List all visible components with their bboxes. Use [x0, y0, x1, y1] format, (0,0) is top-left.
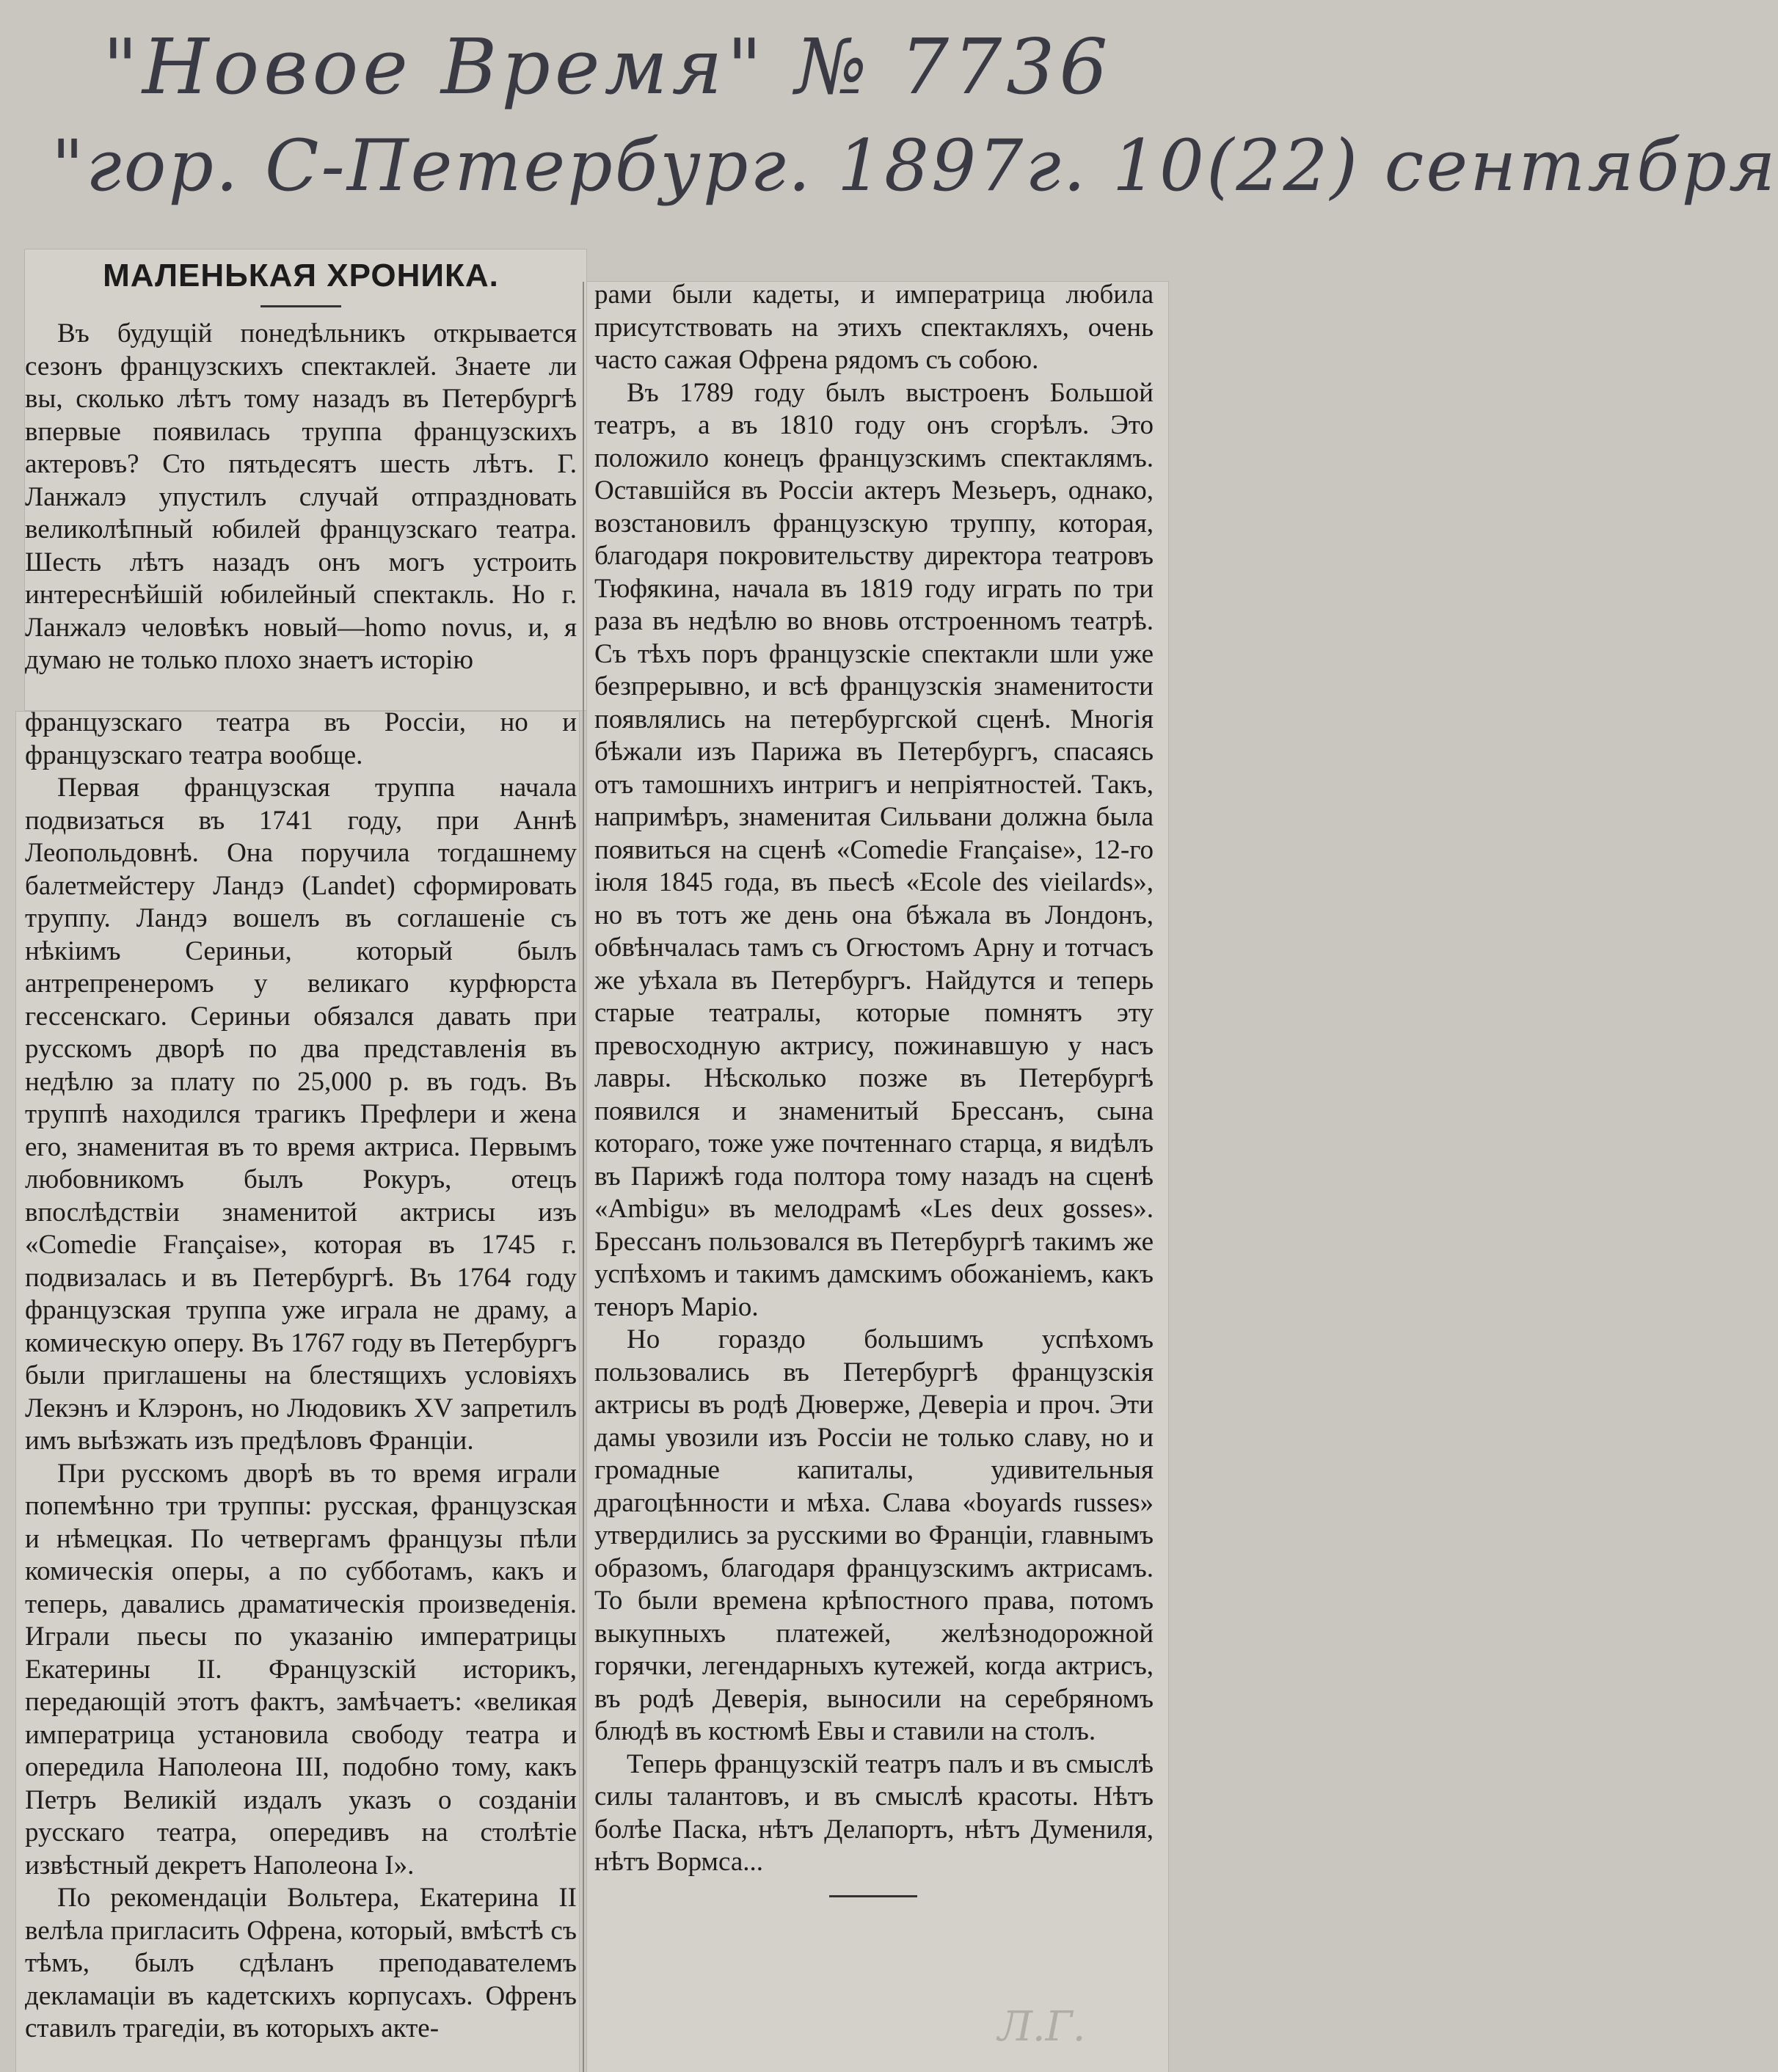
article-column-left-top [25, 249, 577, 677]
paragraph: При русскомъ дворѣ въ то время играли попемѣнно три труппы: русская, французская и нѣмецкая. По четвергамъ французы пѣли комическія оперы, а по субботамъ, какъ и теперь, давались драматическія произведенія. Играли пьесы по указанію императрицы Екатерины II. Французскій историкъ, передающій этотъ фактъ, замѣчаетъ: «великая императрица установила свободу театра и опередила Наполеона III, подобно тому, какъ Петръ Великій издалъ указъ о созданіи русскаго театра, опередивъ на столѣтіе извѣстный декретъ Наполеона I». [25, 1458, 577, 1881]
author-initials: Л.Г. [998, 2003, 1086, 2051]
paragraph: Теперь французскій театръ палъ и въ смыслѣ силы талантовъ, и въ смыслѣ красоты. Нѣтъ болѣе Паска, нѣтъ Делапортъ, нѣтъ Думениля, нѣтъ Вормса... [594, 1748, 1154, 1877]
paragraph: французскаго театра въ Россіи, но и французскаго театра вообще. [25, 707, 577, 770]
paragraph: По рекомендаціи Вольтера, Екатерина II велѣла пригласить Офрена, который, вмѣстѣ съ тѣмъ, былъ сдѣланъ преподавателемъ декламаціи въ кадетскихъ корпусахъ. Офренъ ставилъ трагедіи, въ которыхъ акте- [25, 1883, 577, 2043]
handwritten-date-line: "гор. С-Петербург. 1897г. 10(22) сентября [51, 125, 1778, 207]
article-column-left-bottom [25, 707, 577, 2046]
handwritten-source-line: "Новое Время" № 7736 [103, 22, 1112, 112]
paragraph: рами были кадеты, и императрица любила присутствовать на этихъ спектакляхъ, очень часто сажая Офрена рядомъ съ собою. [594, 280, 1154, 375]
heading-rule [260, 305, 341, 307]
paragraph: Первая французская труппа начала подвизаться въ 1741 году, при Аннѣ Леопольдовнѣ. Она поручила тогдашнему балетмейстеру Ландэ (Landet) сформировать труппу. Ландэ вошелъ въ соглашеніе съ нѣкіимъ Сериньи, который былъ антрепренеромъ у великаго курфюрста гессенскаго. Сериньи обязался давать при русскомъ дворѣ по два представленія въ недѣлю за плату по 25,000 р. въ годъ. Въ труппѣ находился трагикъ Префлери и жена его, знаменитая въ то время актриса. Первымъ любовникомъ былъ Рокуръ, отецъ впослѣдствіи знаменитой актрисы изъ «Comedie Française», которая въ 1745 г. подвизалась и въ Петербургѣ. Въ 1764 году французская труппа уже играла не драму, а комическую оперу. Въ 1767 году въ Петербургъ были приглашены на блестящихъ условіяхъ Лекэнъ и Клэронъ, но Людовикъ XV запретилъ имъ выѣзжать изъ предѣловъ Франціи. [25, 773, 577, 1456]
paragraph: Въ 1789 году былъ выстроенъ Большой театръ, а въ 1810 году онъ сгорѣлъ. Это положило конецъ французскимъ спектаклямъ. Оставшійся въ Россіи актеръ Мезьеръ, однако, возстановилъ французскую труппу, которая, благодаря покровительству директора театровъ Тюфякина, начала въ 1819 году играть по три раза въ недѣлю во вновь отстроенномъ театрѣ. Съ тѣхъ поръ французскіе спектакли шли уже безпрерывно, и всѣ французскія знаменитости появлялись на петербургской сценѣ. Многія бѣжали изъ Парижа въ Петербургъ, спасаясь отъ тамошнихъ интригъ и непріятностей. Такъ, напримѣръ, знаменитая Сильвани должна была появиться на сценѣ «Comedie Française», 12-го іюля 1845 года, въ пьесѣ «Ecole des vieilards», но въ тотъ же день она бѣжала въ Лондонъ, обвѣнчалась тамъ съ Огюстомъ Арну и тотчасъ же уѣхала въ Петербургъ. Найдутся и теперь старые театралы, которые помнятъ эту превосходную актрису, пожинавшую у насъ лавры. Нѣсколько позже въ Петербургѣ появился и знаменитый Брессанъ, сына котораго, тоже уже почтеннаго старца, я видѣлъ въ Парижѣ года полтора тому назадъ на сценѣ «Ambigu» въ мелодрамѣ «Les deux gosses». Брессанъ пользовался въ Петербургѣ такимъ же успѣхомъ и такимъ дамскимъ обожаніемъ, какъ теноръ Маріо. [594, 377, 1154, 1322]
paragraph: Но гораздо большимъ успѣхомъ пользовались въ Петербургѣ французскія актрисы въ родѣ Дюверже, Деверіа и проч. Эти дамы увозили изъ Россіи не только славу, но и громадные капиталы, удивительныя драгоцѣнности и мѣха. Слава «boyards russes» утвердились за русскими во Франціи, главнымъ образомъ, благодаря французскимъ актрисамъ. То были времена крѣпостного права, потомъ выкупныхъ платежей, желѣзнодорожной горячки, легендарныхъ кутежей, когда актрисъ, въ родѣ Деверія, выносили на серебряномъ блюдѣ въ костюмѣ Евы и ставили на столъ. [594, 1324, 1154, 1746]
end-rule [829, 1895, 917, 1897]
paragraph: Въ будущій понедѣльникъ открывается сезонъ французскихъ спектаклей. Знаете ли вы, сколько лѣтъ тому назадъ въ Петербургѣ впервые появилась труппа французскихъ актеровъ? Сто пятьдесятъ шесть лѣтъ. Г. Ланжалэ упустилъ случай отпраздновать великолѣпный юбилей французскаго театра. Шесть лѣтъ назадъ онъ могъ устроить интереснѣйшій юбилейный спектакль. Но г. Ланжалэ человѣкъ новый—homo novus, и, я думаю не только плохо знаетъ исторію [25, 318, 577, 675]
article-column-right [594, 279, 1154, 1897]
article-heading: МАЛЕНЬКАЯ ХРОНИКА. [103, 258, 499, 293]
column-divider [583, 282, 584, 2072]
